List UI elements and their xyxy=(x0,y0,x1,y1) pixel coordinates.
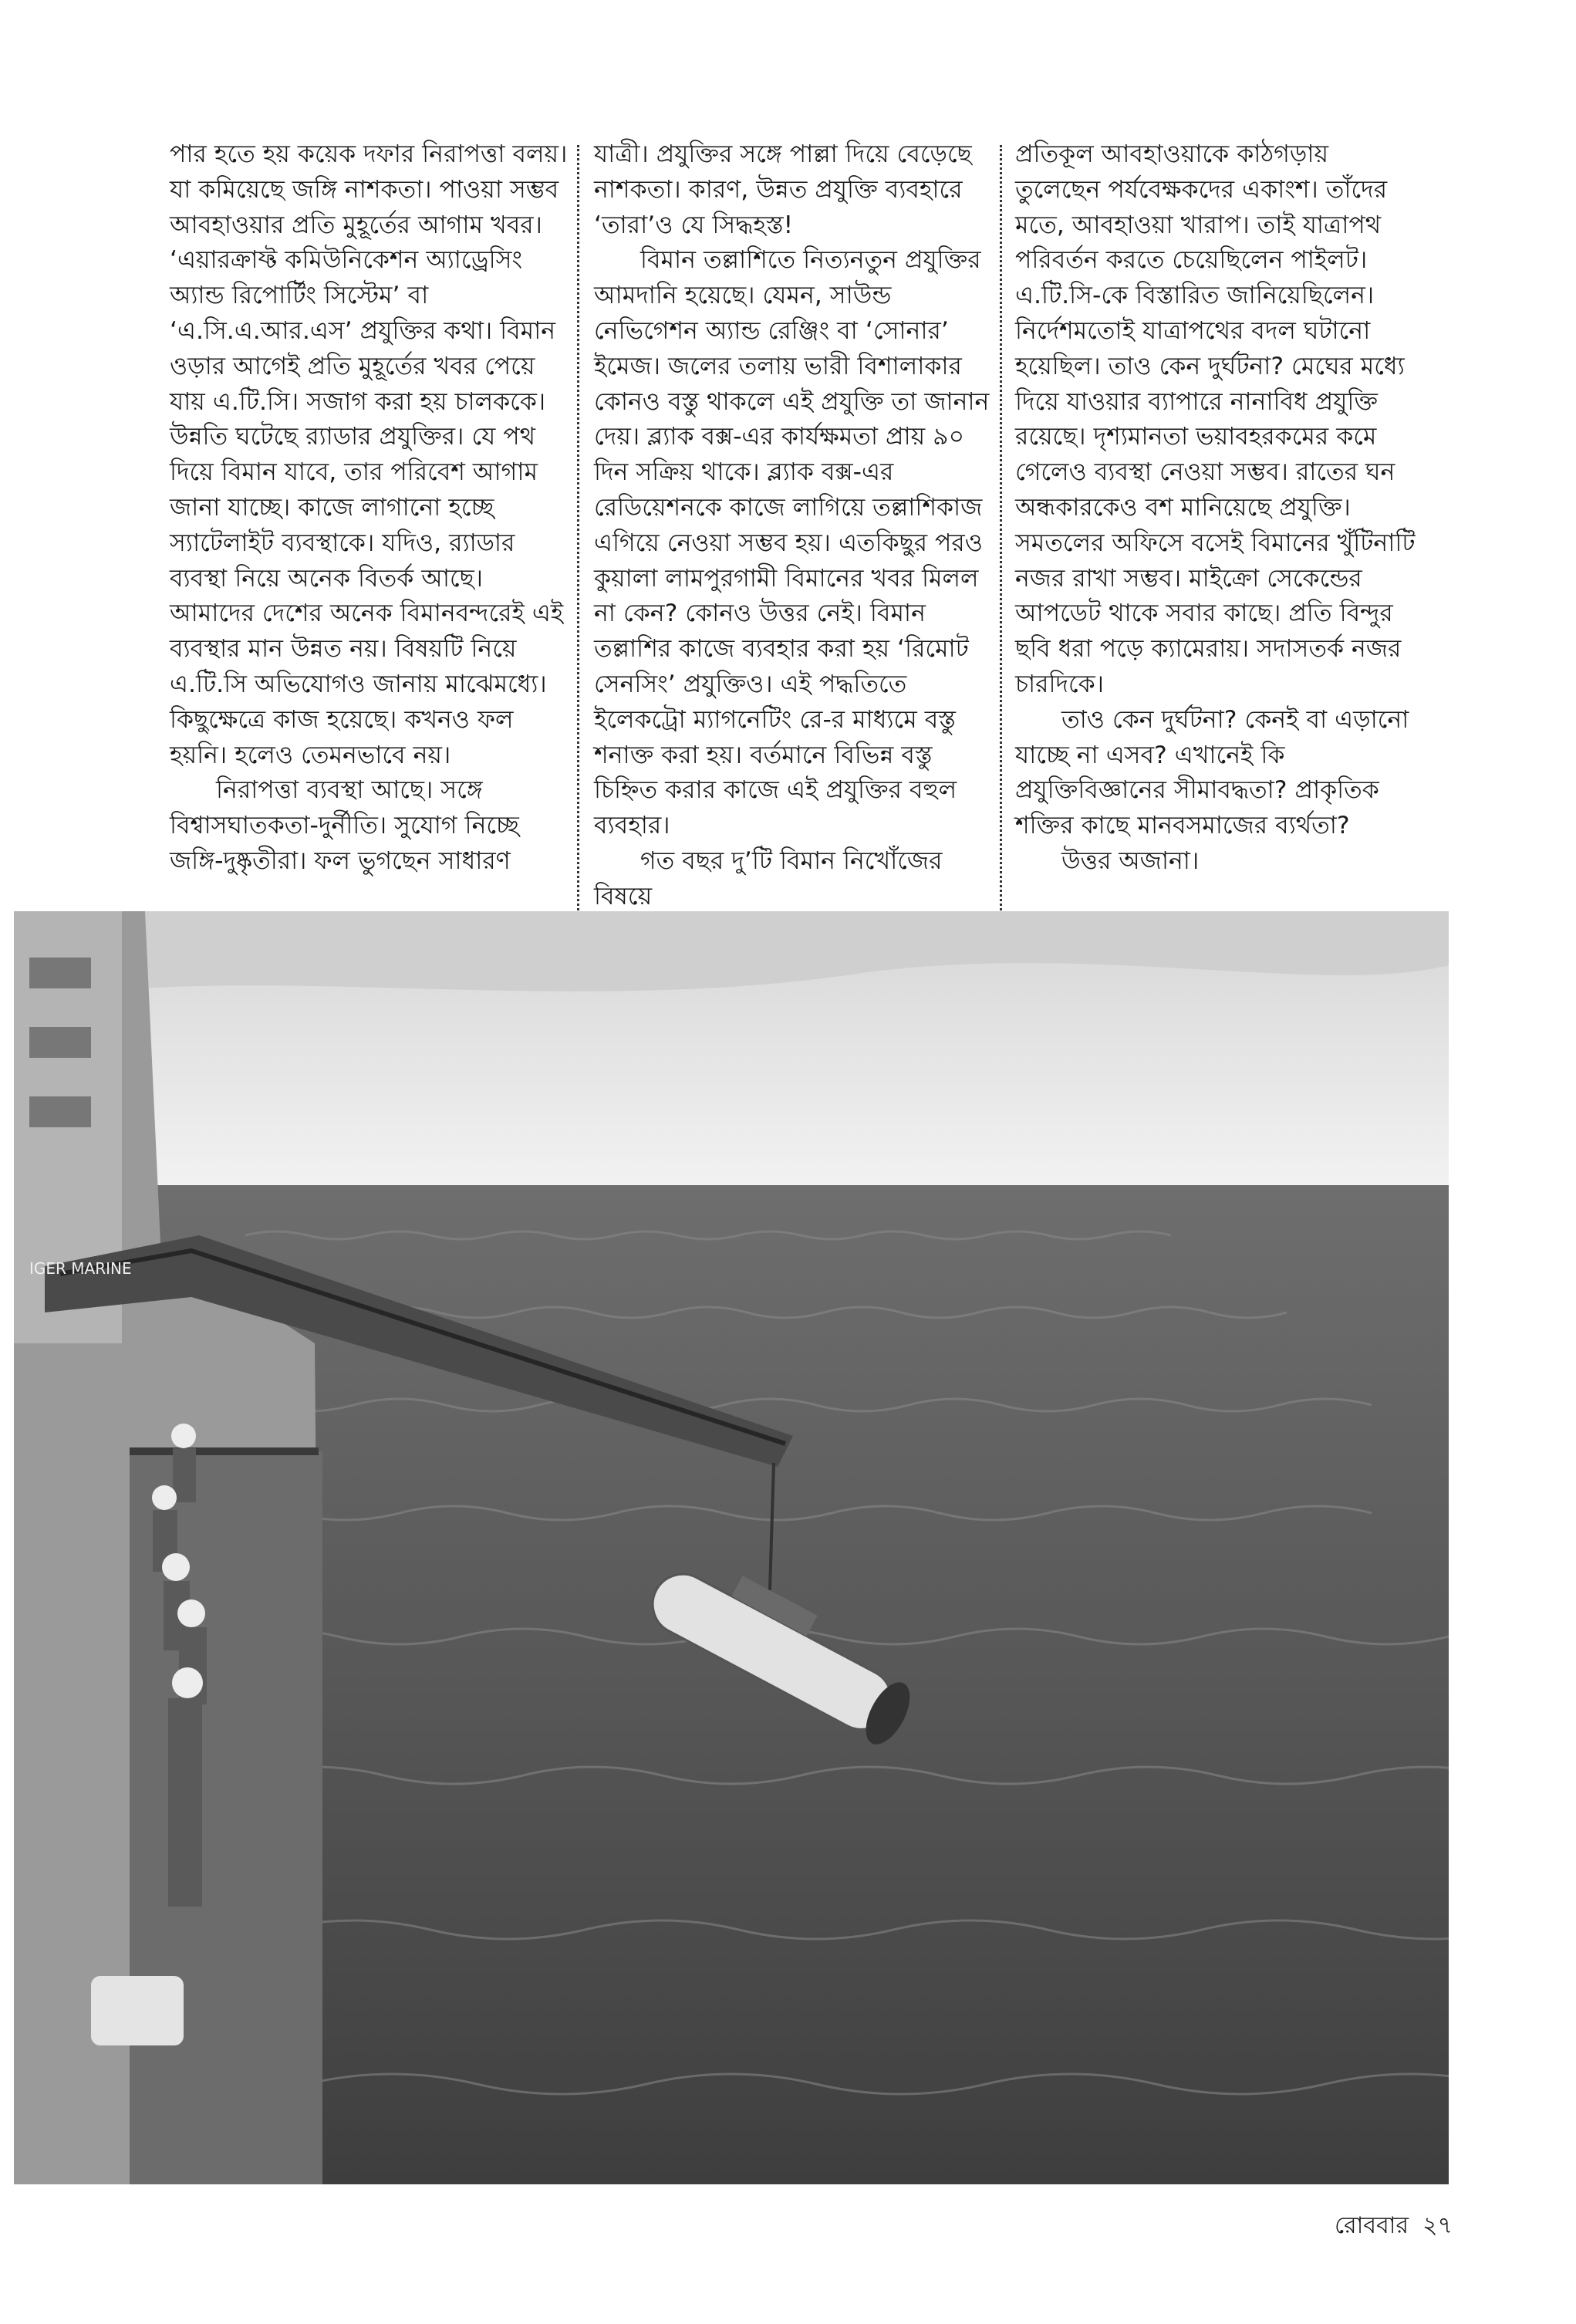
paragraph: তাও কেন দুর্ঘটনা? কেনই বা এড়ানো যাচ্ছে না এসব? এখানেই কি প্রযুক্তিবিজ্ঞানের সীমাবদ্ধতা? প্রাকৃতিক শক্তির কাছে মানবসমাজের ব্যর্থতা? xyxy=(1015,705,1409,840)
column-divider xyxy=(577,145,579,1021)
article-column-1 xyxy=(170,137,571,880)
page-number: ২৭ xyxy=(1422,2212,1453,2239)
paragraph: উত্তর অজানা। xyxy=(1061,846,1200,875)
page-folio xyxy=(1335,2207,1453,2246)
paragraph: বিমান তল্লাশিতে নিত্যনতুন প্রযুক্তির আমদানি হয়েছে। যেমন, সাউন্ড নেভিগেশন অ্যান্ড রেঞ্জিং বা ‘সোনার’ ইমেজ। জলের তলায় ভারী বিশালাকার কোনও বস্তু থাকলে এই প্রযুক্তি তা জানান দেয়। ব্ল্যাক বক্স-এর কার্যক্ষমতা প্রায় ৯০ দিন সক্রিয় থাকে। ব্ল্যাক বক্স-এর রেডিয়েশনকে কাজে লাগিয়ে তল্লাশিকাজ এগিয়ে নেওয়া সম্ভব হয়। এতকিছুর পরও কুয়ালা লামপুরগামী বিমানের খবর মিলল না কেন? কোনও উত্তর নেই। বিমান তল্লাশির কাজে ব্যবহার করা হয় ‘রিমোট সেনসিং’ প্রযুক্তিও। এই পদ্ধতিতে ইলেকট্রো ম্যাগনেটিং রে-র মাধ্যমে বস্তু শনাক্ত করা হয়। বর্তমানে বিভিন্ন বস্তু চিহ্নিত করার কাজে এই প্রযুক্তির বহুল ব্যবহার। xyxy=(594,246,990,840)
article-column-3 xyxy=(1015,137,1416,880)
paragraph: যাত্রী। প্রযুক্তির সঙ্গে পাল্লা দিয়ে বেড়েছে নাশকতা। কারণ, উন্নত প্রযুক্তি ব্যবহারে ‘তারা’ও যে সিদ্ধহস্ত! xyxy=(594,140,972,239)
article-column-2 xyxy=(594,137,991,915)
article-photo xyxy=(14,911,1449,2184)
paragraph: গত বছর দু’টি বিমান নিখোঁজের বিষয়ে xyxy=(594,846,943,910)
column-divider xyxy=(1000,145,1002,1021)
paragraph: পার হতে হয় কয়েক দফার নিরাপত্তা বলয়। যা কমিয়েছে জঙ্গি নাশকতা। পাওয়া সম্ভব আবহাওয়ার প্রতি মুহূর্তের আগাম খবর। ‘এয়ারক্রাফ্ট কমিউনিকেশন অ্যাড্রেসিং অ্যান্ড রিপোর্টিং সিস্টেম’ বা ‘এ.সি.এ.আর.এস’ প্রযুক্তির কথা। বিমান ওড়ার আগেই প্রতি মুহূর্তের খবর পেয়ে যায় এ.টি.সি। সজাগ করা হয় চালককে। উন্নতি ঘটেছে র‍্যাডার প্রযুক্তির। যে পথ দিয়ে বিমান যাবে, তার পরিবেশ আগাম জানা যাচ্ছে। কাজে লাগানো হচ্ছে স্যাটেলাইট ব্যবস্থাকে। যদিও, র‍্যাডার ব্যবস্থা নিয়ে অনেক বিতর্ক আছে। আমাদের দেশের অনেক বিমানবন্দরেই এই ব্যবস্থার মান উন্নত নয়। বিষয়টি নিয়ে এ.টি.সি অভিযোগও জানায় মাঝেমধ্যে। কিছুক্ষেত্রে কাজ হয়েছে। কখনও ফল হয়নি। হলেও তেমনভাবে নয়। xyxy=(170,140,568,769)
paragraph: প্রতিকূল আবহাওয়াকে কাঠগড়ায় তুলেছেন পর্যবেক্ষকদের একাংশ। তাঁদের মতে, আবহাওয়া খারাপ। তাই যাত্রাপথ পরিবর্তন করতে চেয়েছিলেন পাইলট। এ.টি.সি-কে বিস্তারিত জানিয়েছিলেন। নির্দেশমতোই যাত্রাপথের বদল ঘটানো হয়েছিল। তাও কেন দুর্ঘটনা? মেঘের মধ্যে দিয়ে যাওয়ার ব্যাপারে নানাবিধ প্রযুক্তি রয়েছে। দৃশ্যমানতা ভয়াবহরকমের কমে গেলেও ব্যবস্থা নেওয়া সম্ভব। রাতের ঘন অন্ধকারকেও বশ মানিয়েছে প্রযুক্তি। সমতলের অফিসে বসেই বিমানের খুঁটিনাটি নজর রাখা সম্ভব। মাইক্রো সেকেন্ডের আপডেট থাকে সবার কাছে। প্রতি বিন্দুর ছবি ধরা পড়ে ক্যামেরায়। সদাসতর্ক নজর চারদিকে। xyxy=(1015,140,1416,698)
paragraph: নিরাপত্তা ব্যবস্থা আছে। সঙ্গে বিশ্বাসঘাতকতা-দুর্নীতি। সুযোগ নিচ্ছে জঙ্গি-দুষ্কৃতীরা। ফল ভুগছেন সাধারণ xyxy=(170,776,519,875)
folio-section: রোববার xyxy=(1335,2212,1409,2239)
svg-text:IGER MARINE: IGER MARINE xyxy=(29,1259,132,1278)
